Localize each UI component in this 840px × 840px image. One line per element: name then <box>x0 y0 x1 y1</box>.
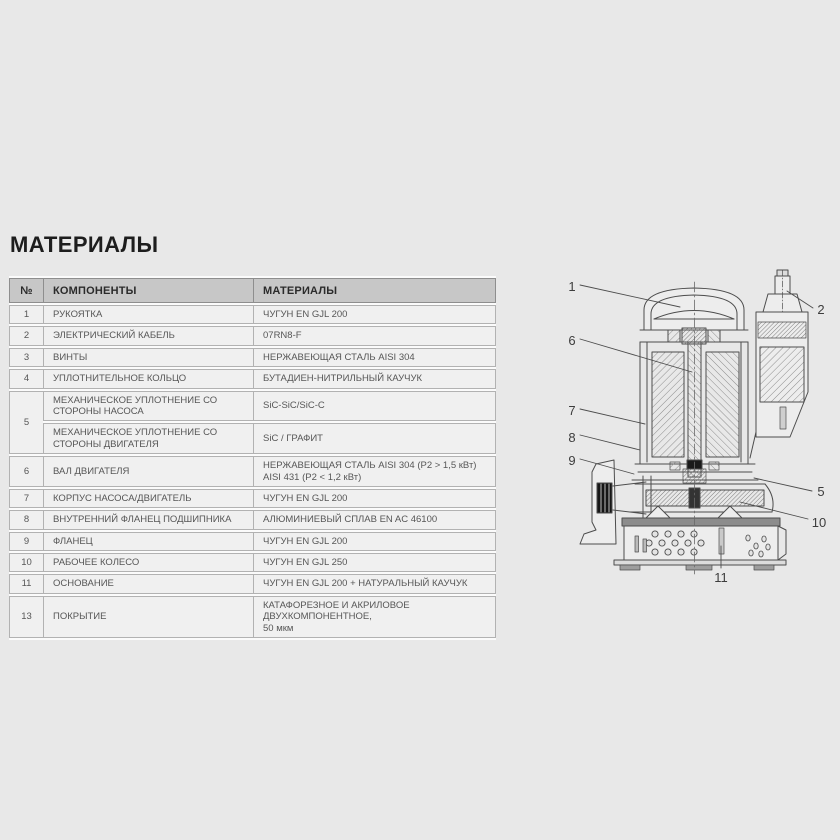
cell-num: 7 <box>9 489 43 508</box>
callout-label-7: 7 <box>568 403 576 418</box>
cell-component: УПЛОТНИТЕЛЬНОЕ КОЛЬЦО <box>43 369 253 388</box>
table-row <box>9 369 496 388</box>
table-row <box>9 596 496 638</box>
cell-component: МЕХАНИЧЕСКОЕ УПЛОТНЕНИЕ СО СТОРОНЫ НАСОСА <box>43 391 253 422</box>
cell-material <box>253 456 496 487</box>
cell-num: 10 <box>9 553 43 572</box>
table-row <box>9 574 496 593</box>
cell-num: 2 <box>9 326 43 345</box>
callout-label-8: 8 <box>568 430 576 445</box>
header-num: № <box>9 278 43 303</box>
cell-num: 6 <box>9 456 43 487</box>
cell-component: МЕХАНИЧЕСКОЕ УПЛОТНЕНИЕ СО СТОРОНЫ ДВИГАТЕЛЯ <box>43 423 253 454</box>
table-row <box>9 326 496 345</box>
callout-label-10: 10 <box>811 515 827 530</box>
cell-num: 8 <box>9 510 43 529</box>
motor-section <box>640 342 748 477</box>
cell-material: АЛЮМИНИЕВЫЙ СПЛАВ EN AC 46100 <box>253 510 496 529</box>
cell-component: ПОКРЫТИЕ <box>43 596 253 638</box>
table-row <box>9 553 496 572</box>
cell-num: 13 <box>9 596 43 638</box>
material-line-1: НЕРЖАВЕЮЩАЯ СТАЛЬ AISI 304 (P2 > 1,5 кВт) <box>263 460 477 472</box>
header-components: КОМПОНЕНТЫ <box>43 278 253 303</box>
cell-num: 9 <box>9 532 43 551</box>
table-row <box>9 305 496 324</box>
material-line-2: AISI 431 (P2 < 1,2 кВт) <box>263 471 362 483</box>
callout-label-9: 9 <box>568 453 576 468</box>
cell-component: ОСНОВАНИЕ <box>43 574 253 593</box>
strainer-base <box>614 506 786 570</box>
callout-label-2: 2 <box>817 302 825 317</box>
cell-material: ЧУГУН EN GJL 200 <box>253 532 496 551</box>
materials-table <box>9 276 496 640</box>
callout-label-1: 1 <box>568 279 576 294</box>
cell-num: 4 <box>9 369 43 388</box>
table-row <box>9 391 496 422</box>
cell-component: РАБОЧЕЕ КОЛЕСО <box>43 553 253 572</box>
cable-gland <box>763 270 802 312</box>
pump-handle <box>644 288 744 330</box>
cell-component: РУКОЯТКА <box>43 305 253 324</box>
cell-num: 5 <box>9 391 43 455</box>
cell-component: ФЛАНЕЦ <box>43 532 253 551</box>
callout-label-6: 6 <box>568 333 576 348</box>
cell-material: НЕРЖАВЕЮЩАЯ СТАЛЬ AISI 304 <box>253 348 496 367</box>
cell-component: ВАЛ ДВИГАТЕЛЯ <box>43 456 253 487</box>
table-row <box>9 456 496 487</box>
material-line-1: КАТАФОРЕЗНОЕ И АКРИЛОВОЕ ДВУХКОМПОНЕНТНОЕ, <box>263 599 410 623</box>
header-materials: МАТЕРИАЛЫ <box>253 278 496 303</box>
cell-material: ЧУГУН EN GJL 200 <box>253 305 496 324</box>
callout-label-5: 5 <box>817 484 825 499</box>
table-header-row <box>9 278 496 303</box>
table-row <box>9 510 496 529</box>
pump-cross-section-diagram <box>550 262 840 592</box>
cell-material: ЧУГУН EN GJL 250 <box>253 553 496 572</box>
cell-component: КОРПУС НАСОСА/ДВИГАТЕЛЬ <box>43 489 253 508</box>
cable-side-housing <box>756 312 808 437</box>
table-row <box>9 348 496 367</box>
table-row <box>9 532 496 551</box>
cell-num: 3 <box>9 348 43 367</box>
cell-material: 07RN8-F <box>253 326 496 345</box>
cell-component: ВНУТРЕННИЙ ФЛАНЕЦ ПОДШИПНИКА <box>43 510 253 529</box>
table-row <box>9 423 496 454</box>
cell-component: ВИНТЫ <box>43 348 253 367</box>
cell-material: SiC-SiC/SiC-C <box>253 391 496 422</box>
cell-material <box>253 596 496 638</box>
cell-num: 11 <box>9 574 43 593</box>
cell-material: БУТАДИЕН-НИТРИЛЬНЫЙ КАУЧУК <box>253 369 496 388</box>
table-row <box>9 489 496 508</box>
cell-material: ЧУГУН EN GJL 200 <box>253 489 496 508</box>
cell-num: 1 <box>9 305 43 324</box>
cell-material: SiC / ГРАФИТ <box>253 423 496 454</box>
cell-component: ЭЛЕКТРИЧЕСКИЙ КАБЕЛЬ <box>43 326 253 345</box>
page-title: МАТЕРИАЛЫ <box>10 232 159 257</box>
cell-material: ЧУГУН EN GJL 200 + НАТУРАЛЬНЫЙ КАУЧУК <box>253 574 496 593</box>
material-line-2: 50 мкм <box>263 622 294 634</box>
callout-label-11: 11 <box>714 570 728 585</box>
